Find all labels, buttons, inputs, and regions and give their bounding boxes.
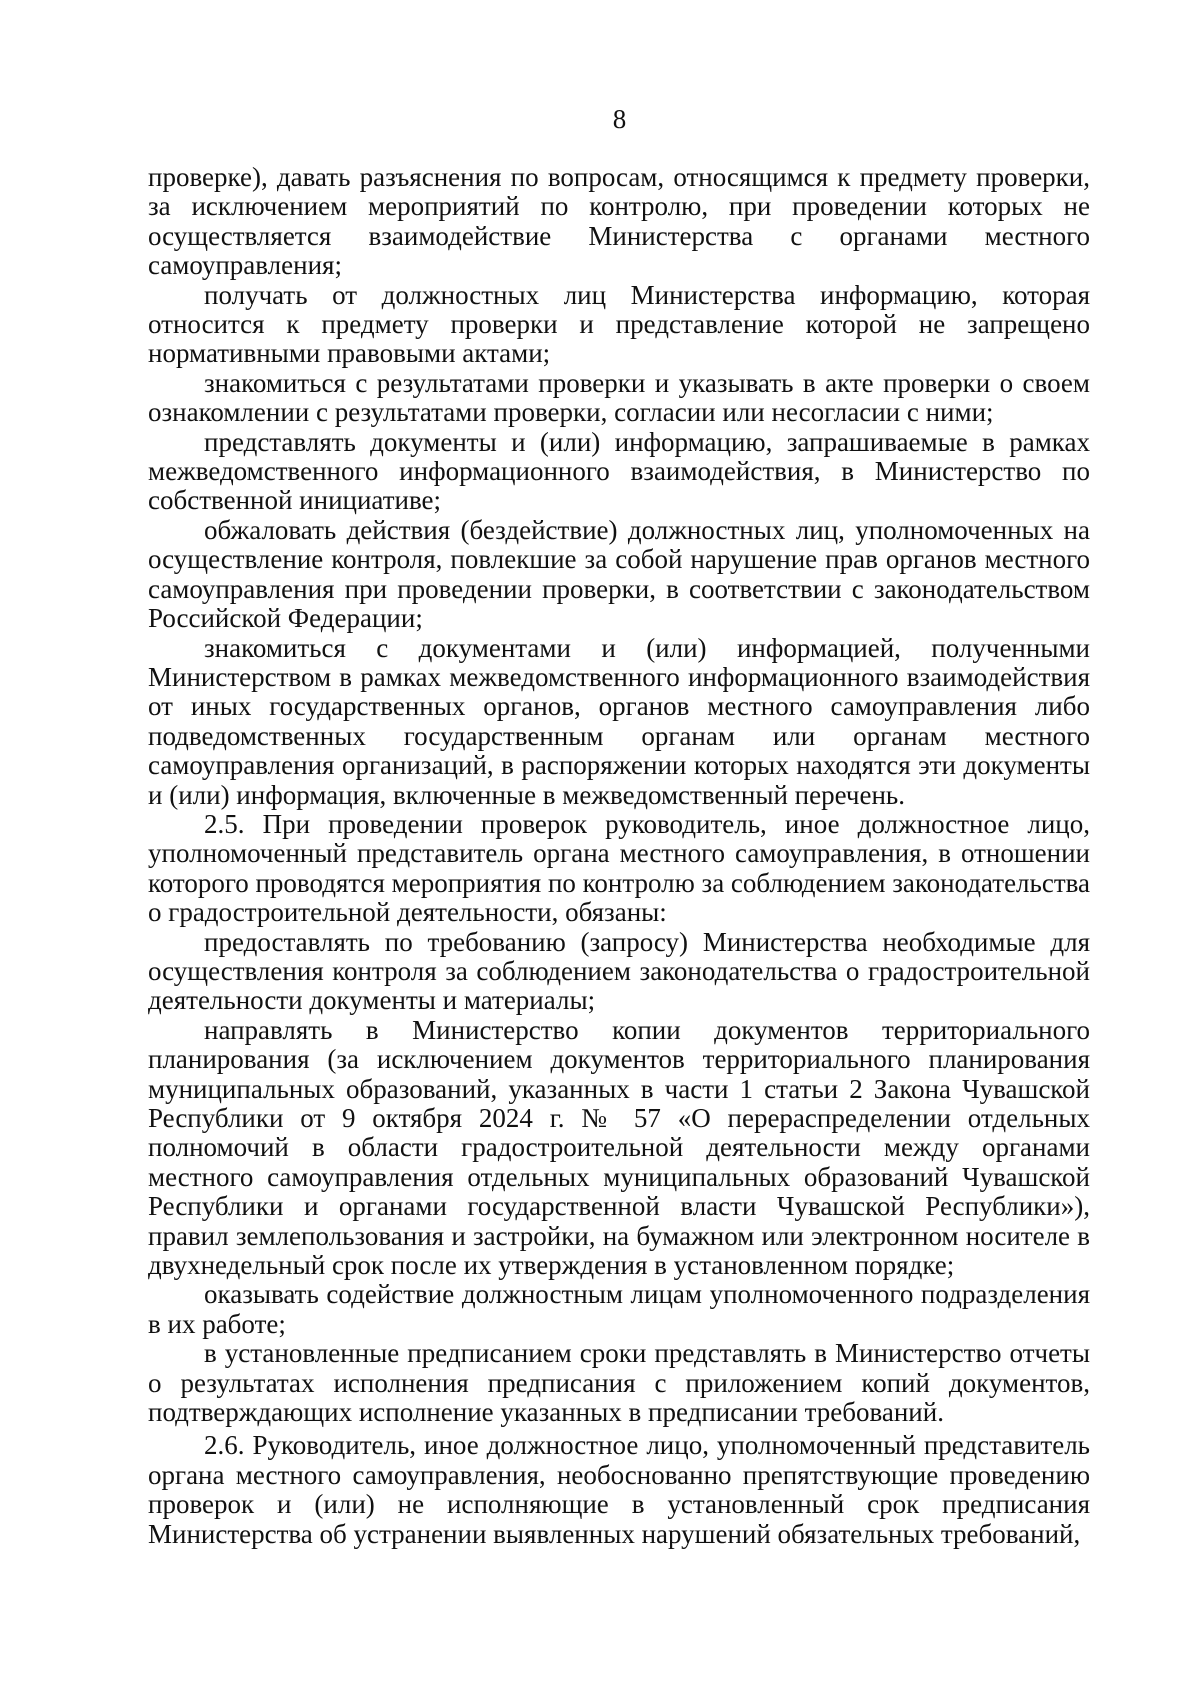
- page-number: 8: [612, 104, 627, 134]
- paragraph-submit-documents: представлять документы и (или) информацию, запрашиваемые в рамках межведомственного информационного взаимодействия, в Министерство по собственной инициативе;: [148, 426, 1090, 516]
- paragraph-obtain-information: получать от должностных лиц Министерства информацию, которая относится к предмету проверки и представление которой не запрещено нормативными правовыми актами;: [148, 279, 1090, 369]
- paragraph-continuation: проверке), давать разъяснения по вопросам, относящимся к предмету проверки, за исключением мероприятий по контролю, при проведении которых не осуществляется взаимодействие Министерства с органами местного самоуправления;: [148, 162, 1090, 281]
- paragraph-section-2-6: 2.6. Руководитель, иное должностное лицо, уполномоченный представитель органа местного самоуправления, необоснованно препятствующие проведению проверок и (или) не исполняющие в установленный срок предписания Министерства об устранении выявленных нарушений обязательных требований,: [148, 1430, 1090, 1549]
- paragraph-assist-officials: оказывать содействие должностным лицам уполномоченного подразделения в их работе;: [148, 1279, 1090, 1339]
- paragraph-review-received-documents: знакомиться с документами и (или) информацией, полученными Министерством в рамках межведомственного информационного взаимодействия от иных государственных органов, органов местного самоуправления либо подведомственных государственным органам или органам местного самоуправления организаций, в распоряжении которых находятся эти документы и (или) информация, включенные в межведомственный перечень.: [148, 632, 1090, 810]
- paragraph-report-on-prescription: в установленные предписанием сроки представлять в Министерство отчеты о результатах исполнения предписания с приложением копий документов, подтверждающих исполнение указанных в предписании требований.: [148, 1338, 1090, 1428]
- paragraph-section-2-5: 2.5. При проведении проверок руководитель, иное должностное лицо, уполномоченный представитель органа местного самоуправления, в отношении которого проводятся мероприятия по контролю за соблюдением законодательства о градостроительной деятельности, обязаны:: [148, 808, 1091, 928]
- paragraph-provide-materials: предоставлять по требованию (запросу) Министерства необходимые для осуществления контроля за соблюдением законодательства о градостроительной деятельности документы и материалы;: [148, 926, 1090, 1016]
- document-body: [148, 163, 1090, 1549]
- paragraph-send-planning-documents: направлять в Министерство копии документов территориального планирования (за исключением документов территориального планирования муниципальных образований, указанных в части 1 статьи 2 Закона Чувашской Республики от 9 октября 2024 г. № 57 «О перераспределении отдельных полномочий в области градостроительной деятельности между органами местного самоуправления отдельных муниципальных образований Чувашской Республики и органами государственной власти Чувашской Республики»), правил землепользования и застройки, на бумажном или электронном носителе в двухнедельный срок после их утверждения в установленном порядке;: [148, 1014, 1090, 1281]
- paragraph-review-results: знакомиться с результатами проверки и указывать в акте проверки о своем ознакомлении с результатами проверки, согласии или несогласии с ними;: [148, 367, 1090, 428]
- paragraph-appeal-actions: обжаловать действия (бездействие) должностных лиц, уполномоченных на осуществление контроля, повлекшие за собой нарушение прав органов местного самоуправления при проведении проверки, в соответствии с законодательством Российской Федерации;: [148, 514, 1090, 634]
